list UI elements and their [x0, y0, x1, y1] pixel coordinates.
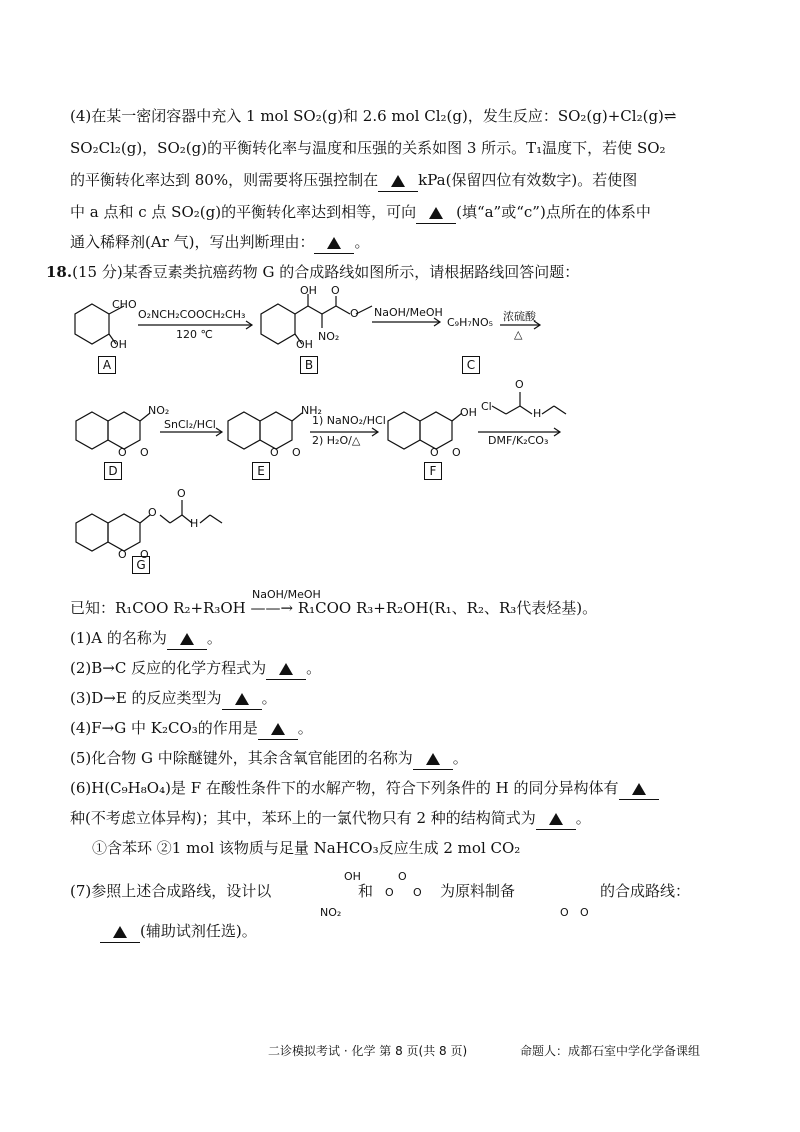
o-atom: O [140, 446, 149, 459]
q18-7 [70, 880, 271, 902]
bond [520, 406, 532, 414]
o-atom: O [148, 506, 157, 519]
q18-6b [70, 807, 591, 830]
triangle-icon [549, 813, 563, 825]
label-a: A [98, 356, 116, 374]
o-atom: O [118, 446, 127, 459]
label-e: E [252, 462, 270, 480]
reagent-1: O₂NCH₂COOCH₂CH₃ [138, 308, 246, 321]
q18-1-text: (1)A 的名称为 [70, 629, 167, 647]
o-atom: O [270, 446, 279, 459]
bond [506, 406, 520, 414]
bond [322, 306, 336, 314]
label-f: F [424, 462, 442, 480]
label-d: D [104, 462, 122, 480]
q18-2 [70, 657, 321, 680]
label-g: G [132, 556, 150, 574]
q18-4-text: (4)F→G 中 K₂CO₃的作用是 [70, 719, 258, 737]
o-atom: O [560, 906, 569, 919]
reagent-3-cond: △ [514, 328, 523, 341]
answer-blank[interactable] [619, 777, 659, 800]
no2-group: NO₂ [318, 330, 340, 343]
molecule-f-ring [388, 412, 420, 449]
o-atom: O [292, 446, 301, 459]
q18-7a-text: (7)参照上述合成路线，设计以 [70, 882, 272, 900]
q18-6c: ①含苯环 ②1 mol 该物质与足量 NaHCO₃反应生成 2 mol CO₂ [92, 839, 521, 857]
o-atom: O [331, 284, 340, 297]
known-reaction: 已知：R₁COO R₂+R₃OH ——→ R₁COO R₃+R₂OH(R₁、R₂、R₃代表烃基)。 [70, 599, 598, 617]
q18-6a [70, 777, 659, 800]
triangle-icon [235, 693, 249, 705]
q18-intro: (15 分)某香豆素类抗癌药物 G 的合成路线如图所示，请根据路线回答问题： [72, 263, 580, 281]
bond [308, 306, 322, 314]
nh2-group: NH₂ [301, 404, 322, 417]
no2-group: NO₂ [320, 906, 342, 919]
reagent-1-cond: 120 ℃ [176, 328, 213, 341]
q17-line5-text: 通入稀释剂(Ar 气)，写出判断理由： [70, 233, 315, 251]
footer-left: 二诊模拟考试 · 化学 第 8 页(共 8 页) [268, 1044, 468, 1058]
molecule-d-pyrone [108, 412, 140, 449]
period: 。 [354, 233, 370, 251]
no2-group: NO₂ [148, 404, 170, 417]
bond [160, 515, 170, 523]
bond [200, 515, 210, 523]
q18-7d: 的合成路线： [600, 882, 691, 900]
period: 。 [297, 719, 313, 737]
bond [295, 306, 308, 314]
molecule-g-pyrone [108, 514, 140, 551]
o-atom: O [452, 446, 461, 459]
q18-5 [70, 747, 468, 770]
q17-line3-text-b: kPa(保留四位有效数字)。若使图 [418, 171, 638, 189]
cl-atom: Cl [481, 400, 492, 413]
triangle-icon [180, 633, 194, 645]
o-atom: O [515, 378, 524, 391]
reagent-5b: 2) H₂O/△ [312, 434, 361, 447]
triangle-icon [279, 663, 293, 675]
cho-group: CHO [112, 298, 137, 311]
q18-7e-text: (辅助试剂任选)。 [140, 922, 257, 940]
q18-1 [70, 627, 222, 650]
o-atom: O [430, 446, 439, 459]
footer-right: 命题人：成都石室中学化学备课组 [520, 1044, 701, 1058]
molecule-e-ring [228, 412, 260, 449]
bond [170, 515, 182, 523]
answer-blank[interactable] [266, 657, 306, 680]
triangle-icon [113, 926, 127, 938]
reagent-5a: 1) NaNO₂/HCl [312, 414, 386, 427]
q17-line1: (4)在某一密闭容器中充入 1 mol SO₂(g)和 2.6 mol Cl₂(g)，发生反应：SO₂(g)+Cl₂(g)⇌ [70, 107, 677, 125]
o-atom: O [118, 548, 127, 561]
bond [492, 406, 506, 414]
q18-5-text: (5)化合物 G 中除醚键外，其余含氧官能团的名称为 [70, 749, 413, 767]
answer-blank[interactable] [100, 920, 140, 943]
answer-blank[interactable] [222, 687, 262, 710]
label-c: C [462, 356, 480, 374]
o-atom: O [398, 870, 407, 883]
q17-line4-text-b: (填“a”或“c”)点所在的体系中 [456, 203, 651, 221]
oh-group: OH [110, 338, 127, 351]
q18-6a-text: (6)H(C₉H₈O₄)是 F 在酸性条件下的水解产物，符合下列条件的 H 的同分异构体有 [70, 779, 619, 797]
molecule-f-pyrone [420, 412, 452, 449]
triangle-icon [271, 723, 285, 735]
q17-line3-text-a: 的平衡转化率达到 80%，则需要将压强控制在 [70, 171, 379, 189]
reagent-6: DMF/K₂CO₃ [488, 434, 549, 447]
molecule-b-ring [261, 304, 295, 344]
o-atom: O [580, 906, 589, 919]
known-condition: NaOH/MeOH [252, 588, 321, 601]
molecule-a-ring [75, 304, 109, 344]
q18-2-text: (2)B→C 反应的化学方程式为 [70, 659, 267, 677]
triangle-icon [632, 783, 646, 795]
q18-6b-text: 种(不考虑立体异构)；其中，苯环上的一氯代物只有 2 种的结构简式为 [70, 809, 536, 827]
o-atom: O [385, 886, 394, 899]
o-atom: O [413, 886, 422, 899]
q18-7e-line [100, 920, 257, 943]
question-number: 18. [46, 263, 73, 281]
period: 。 [206, 629, 222, 647]
answer-blank[interactable] [536, 807, 576, 830]
q18-4 [70, 717, 313, 740]
answer-blank[interactable] [167, 627, 207, 650]
oh-group: OH [460, 406, 477, 419]
o-atom: O [140, 548, 149, 561]
period: 。 [575, 809, 591, 827]
o-atom: O [350, 307, 359, 320]
reagent-4: SnCl₂/HCl [164, 418, 216, 431]
q18-7-and: 和 [358, 882, 374, 900]
triangle-icon [426, 753, 440, 765]
q18-3 [70, 687, 277, 710]
c-formula: C₉H₇NO₅ [447, 316, 494, 329]
answer-blank[interactable] [413, 747, 453, 770]
period: 。 [261, 689, 277, 707]
q17-line4-text-a: 中 a 点和 c 点 SO₂(g)的平衡转化率达到相等，可向 [70, 203, 417, 221]
q18-7c: 为原料制备 [440, 882, 516, 900]
answer-blank[interactable] [258, 717, 298, 740]
bond [542, 406, 554, 414]
molecule-d-ring [76, 412, 108, 449]
period: 。 [306, 659, 322, 677]
molecule-e-pyrone [260, 412, 292, 449]
bond [210, 515, 222, 523]
q18-3-text: (3)D→E 的反应类型为 [70, 689, 222, 707]
nh-group: H [190, 517, 199, 530]
bond [336, 306, 350, 314]
n-atom: H [533, 407, 542, 420]
q17-line2: SO₂Cl₂(g)，SO₂(g)的平衡转化率与温度和压强的关系如图 3 所示。T₁温度下，若使 SO₂ [70, 139, 666, 157]
reagent-3: 浓硫酸 [503, 310, 536, 323]
oh-group: OH [300, 284, 317, 297]
o-atom: O [177, 487, 186, 500]
bond [554, 406, 566, 414]
molecule-g-ring [76, 514, 108, 551]
reagent-2: NaOH/MeOH [374, 306, 443, 319]
oh-group: OH [296, 338, 313, 351]
period: 。 [452, 749, 468, 767]
oh-group: OH [344, 870, 361, 883]
label-b: B [300, 356, 318, 374]
